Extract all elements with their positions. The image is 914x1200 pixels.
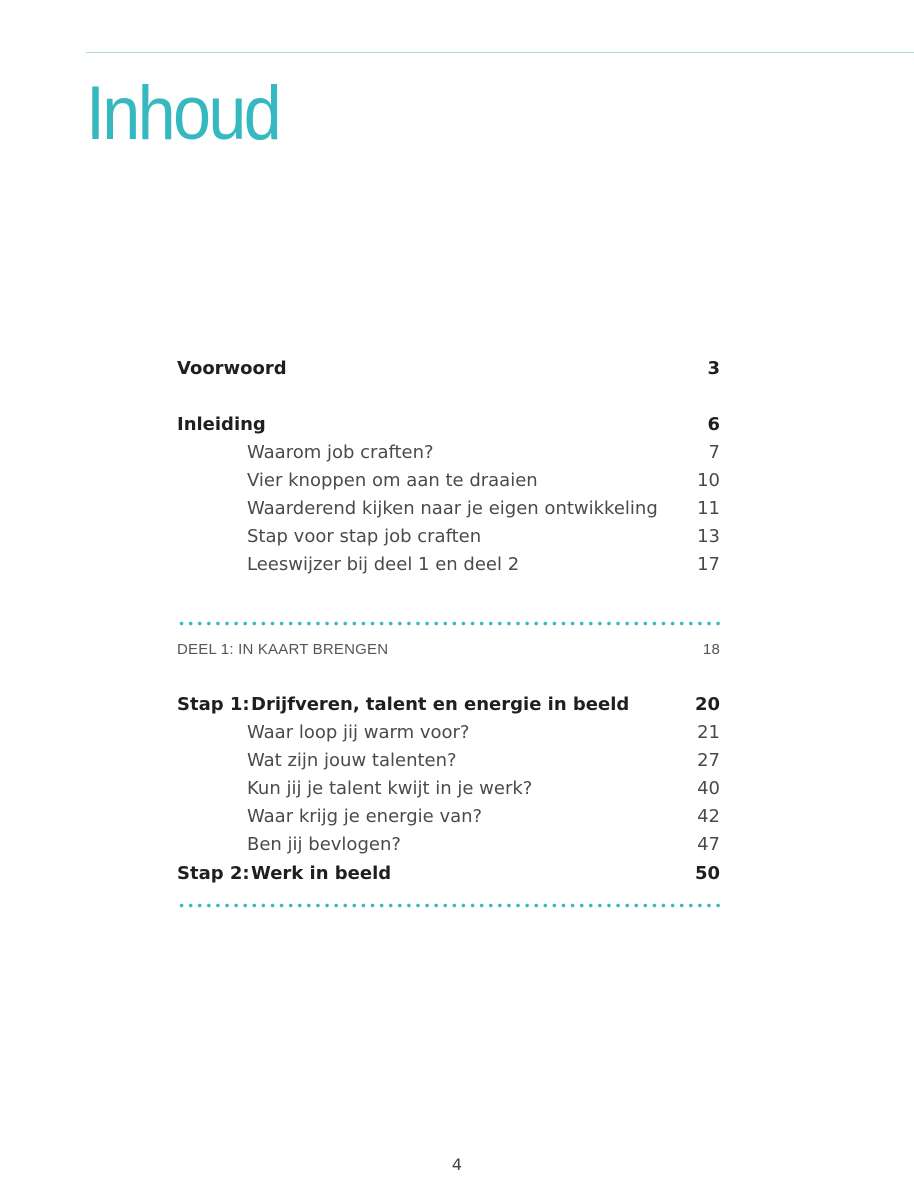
- toc-entry-inleiding: [177, 411, 720, 439]
- toc-subentry: [177, 775, 720, 803]
- toc-label: Waar krijg je energie van?: [247, 806, 483, 827]
- toc-step-title: Werk in beeld: [251, 863, 392, 884]
- toc-subentry: [177, 495, 720, 523]
- toc-subentry: [177, 439, 720, 467]
- toc-subentry: [177, 803, 720, 831]
- toc-subentry: [177, 831, 720, 859]
- toc-label: Ben jij bevlogen?: [247, 834, 401, 855]
- toc-part-heading: [177, 636, 720, 664]
- toc-subentry: [177, 523, 720, 551]
- toc-page-number: 40: [697, 778, 720, 799]
- toc-page-number: 3: [707, 358, 720, 379]
- toc-label: Waar loop jij warm voor?: [247, 722, 470, 743]
- toc-step-number: Stap 1:: [177, 694, 250, 715]
- toc-label: [177, 694, 629, 715]
- toc-page-number: 7: [708, 442, 720, 463]
- page-title: Inhoud: [86, 71, 280, 156]
- toc-page-number: 6: [707, 414, 720, 435]
- toc-label: Waarderend kijken naar je eigen ontwikkeling: [247, 498, 658, 519]
- toc-label: Stap voor stap job craften: [247, 526, 482, 547]
- toc-label: Wat zijn jouw talenten?: [247, 750, 457, 771]
- toc-page-number: 21: [697, 722, 720, 743]
- toc-entry-voorwoord: [177, 355, 720, 383]
- toc-step-number: Stap 2:: [177, 863, 250, 884]
- toc-subentry: [177, 467, 720, 495]
- toc-page-number: 47: [697, 834, 720, 855]
- toc-label: Inleiding: [177, 414, 266, 435]
- toc-page-number: 50: [694, 863, 720, 884]
- toc-page-number: 11: [697, 498, 720, 519]
- toc-page-number: 20: [694, 694, 720, 715]
- toc-label: DEEL 1: IN KAART BRENGEN: [177, 641, 389, 658]
- dotted-divider: [177, 621, 722, 626]
- page-number: 4: [451, 1155, 463, 1174]
- toc-step-title: Drijfveren, talent en energie in beeld: [251, 694, 630, 715]
- toc-page-number: 27: [697, 750, 720, 771]
- toc-page-number: 10: [697, 470, 720, 491]
- toc-page-number: 42: [697, 806, 720, 827]
- toc-subentry: [177, 551, 720, 579]
- top-rule: [86, 52, 914, 53]
- toc-entry-stap-1: [177, 691, 720, 719]
- toc-subentry: [177, 747, 720, 775]
- toc-label: Leeswijzer bij deel 1 en deel 2: [247, 554, 520, 575]
- toc-subentry: [177, 719, 720, 747]
- toc-label: Kun jij je talent kwijt in je werk?: [247, 778, 533, 799]
- toc-label: Vier knoppen om aan te draaien: [247, 470, 538, 491]
- toc-page-number: 17: [697, 554, 720, 575]
- toc-entry-stap-2: [177, 860, 720, 888]
- toc-label: Waarom job craften?: [247, 442, 434, 463]
- toc-label: [177, 863, 391, 884]
- toc-label: Voorwoord: [177, 358, 287, 379]
- dotted-divider: [177, 903, 722, 908]
- toc-page-number: 18: [702, 641, 720, 658]
- toc-page-number: 13: [697, 526, 720, 547]
